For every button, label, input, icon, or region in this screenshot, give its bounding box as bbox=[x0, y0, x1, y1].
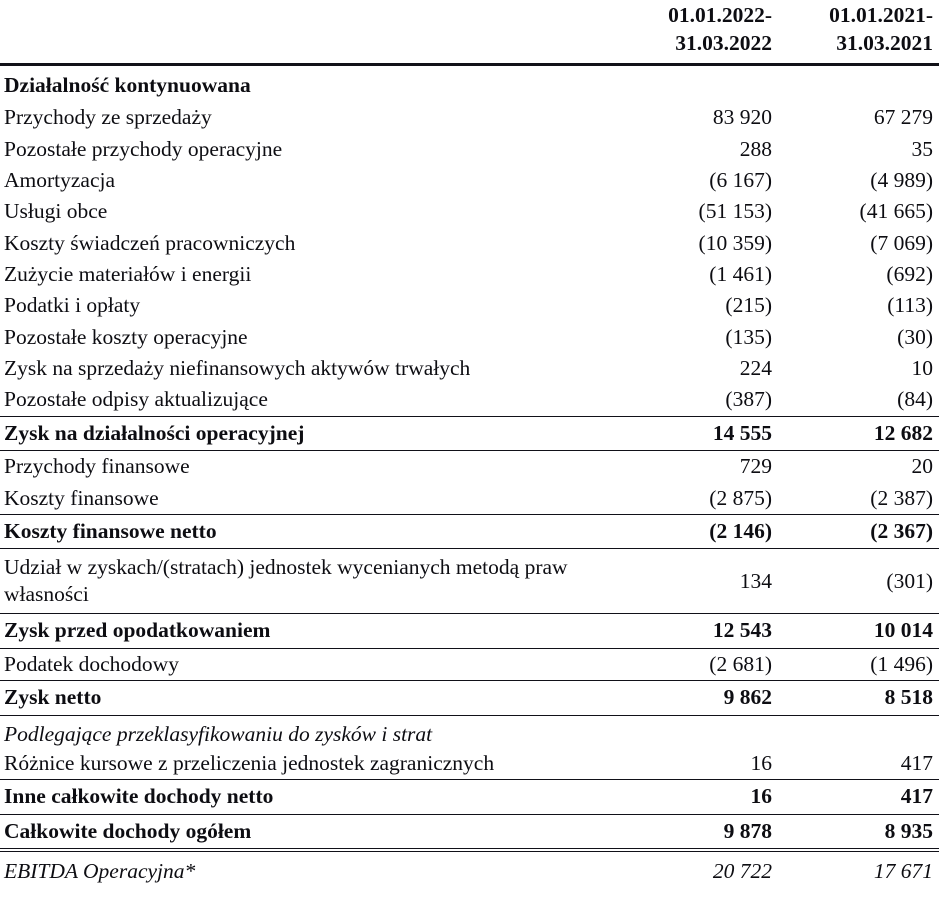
row-label: Pozostałe przychody operacyjne bbox=[4, 136, 283, 161]
header-period-2-line1: 01.01.2021- bbox=[829, 3, 933, 27]
row-label: Różnice kursowe z przeliczenia jednostek zagranicznych bbox=[4, 750, 495, 775]
row-value-period-1: 729 bbox=[739, 454, 772, 479]
row-label: Pozostałe koszty operacyjne bbox=[4, 324, 248, 349]
row-value-period-2: 17 671 bbox=[778, 850, 939, 891]
row-value-period-1: 224 bbox=[739, 356, 772, 381]
row-value-period-1: (2 681) bbox=[709, 651, 772, 676]
row-label: Zysk netto bbox=[0, 681, 617, 715]
table-row bbox=[0, 165, 939, 196]
row-value-period-1: (135) bbox=[725, 324, 772, 349]
row-label: Przychody ze sprzedaży bbox=[4, 105, 212, 130]
row-label: Podatki i opłaty bbox=[4, 293, 141, 318]
row-label: Działalność kontynuowana bbox=[4, 72, 251, 97]
row-label: Zysk na sprzedaży niefinansowych aktywów trwałych bbox=[4, 356, 471, 381]
row-value-period-2: (692) bbox=[886, 262, 933, 287]
row-value-period-1: 16 bbox=[617, 780, 778, 814]
row-value-period-2: (2 367) bbox=[778, 514, 939, 548]
table-row bbox=[0, 384, 939, 416]
row-value-period-2: (84) bbox=[897, 387, 933, 412]
header-label-cell bbox=[0, 0, 617, 64]
row-label: Całkowite dochody ogółem bbox=[0, 814, 617, 850]
row-value-period-1: 9 862 bbox=[617, 681, 778, 715]
row-label: Usługi obce bbox=[4, 199, 108, 224]
row-value-period-1: (215) bbox=[725, 293, 772, 318]
row-value-period-1: 288 bbox=[739, 136, 772, 161]
table-row bbox=[0, 259, 939, 290]
row-value-period-2: 10 014 bbox=[778, 614, 939, 648]
header-period-2 bbox=[778, 0, 939, 64]
table-row bbox=[0, 451, 939, 483]
row-value-period-1 bbox=[617, 715, 778, 748]
row-value-period-2 bbox=[778, 64, 939, 102]
row-value-period-1: (51 153) bbox=[698, 199, 772, 224]
table-row bbox=[0, 614, 939, 648]
table-row bbox=[0, 814, 939, 850]
table-row bbox=[0, 322, 939, 353]
row-label: Inne całkowite dochody netto bbox=[0, 780, 617, 814]
table-row bbox=[0, 134, 939, 165]
table-row bbox=[0, 228, 939, 259]
table-row bbox=[0, 196, 939, 227]
row-label: Koszty świadczeń pracowniczych bbox=[4, 230, 296, 255]
table-header bbox=[0, 0, 939, 64]
table-body bbox=[0, 64, 939, 891]
row-value-period-1: (10 359) bbox=[698, 230, 772, 255]
row-value-period-1: 14 555 bbox=[617, 416, 778, 450]
row-value-period-1: 83 920 bbox=[712, 105, 772, 130]
row-value-period-2: 35 bbox=[911, 136, 933, 161]
row-label: Udział w zyskach/(stratach) jednostek wycenianych metodą praw własności bbox=[4, 555, 568, 607]
table-row bbox=[0, 416, 939, 450]
row-value-period-2: (30) bbox=[897, 324, 933, 349]
table-row bbox=[0, 483, 939, 515]
row-value-period-1: 16 bbox=[750, 750, 772, 775]
header-period-1-line1: 01.01.2022- bbox=[668, 3, 772, 27]
table-row bbox=[0, 353, 939, 384]
row-value-period-2 bbox=[778, 715, 939, 748]
row-value-period-2: 8 935 bbox=[778, 814, 939, 850]
table-row bbox=[0, 514, 939, 548]
table-row bbox=[0, 549, 939, 614]
row-label: Zysk przed opodatkowaniem bbox=[0, 614, 617, 648]
row-label: Amortyzacja bbox=[4, 167, 116, 192]
row-value-period-2: 8 518 bbox=[778, 681, 939, 715]
table-row bbox=[0, 290, 939, 321]
table-row bbox=[0, 102, 939, 133]
row-label: Koszty finansowe bbox=[4, 485, 159, 510]
row-label: Przychody finansowe bbox=[4, 454, 190, 479]
table-row bbox=[0, 681, 939, 715]
row-value-period-2: (4 989) bbox=[870, 167, 933, 192]
header-period-1 bbox=[617, 0, 778, 64]
table-row bbox=[0, 748, 939, 780]
row-label: Zysk na działalności operacyjnej bbox=[0, 416, 617, 450]
row-value-period-2: 10 bbox=[911, 356, 933, 381]
row-label: Podlegające przeklasyfikowaniu do zysków i strat bbox=[4, 721, 433, 746]
row-value-period-1: (1 461) bbox=[709, 262, 772, 287]
row-label: Podatek dochodowy bbox=[4, 651, 179, 676]
row-label: Zużycie materiałów i energii bbox=[4, 262, 252, 287]
row-value-period-2: (113) bbox=[887, 293, 933, 318]
table-row bbox=[0, 850, 939, 891]
row-value-period-2: (1 496) bbox=[870, 651, 933, 676]
row-value-period-1: (387) bbox=[725, 387, 772, 412]
row-value-period-2: 417 bbox=[900, 750, 933, 775]
row-value-period-2: 12 682 bbox=[778, 416, 939, 450]
row-label: EBITDA Operacyjna* bbox=[0, 850, 617, 891]
row-value-period-2: (7 069) bbox=[870, 230, 933, 255]
row-value-period-2: (301) bbox=[886, 568, 933, 593]
header-period-1-line2: 31.03.2022 bbox=[675, 30, 772, 55]
row-value-period-2: 67 279 bbox=[873, 105, 933, 130]
table-row bbox=[0, 780, 939, 814]
row-value-period-1: 20 722 bbox=[617, 850, 778, 891]
row-value-period-1: (2 875) bbox=[709, 485, 772, 510]
row-value-period-2: 20 bbox=[911, 454, 933, 479]
row-label: Koszty finansowe netto bbox=[0, 514, 617, 548]
row-value-period-2: (2 387) bbox=[870, 485, 933, 510]
row-label: Pozostałe odpisy aktualizujące bbox=[4, 387, 268, 412]
table-row bbox=[0, 64, 939, 102]
header-row bbox=[0, 0, 939, 64]
row-value-period-2: (41 665) bbox=[859, 199, 933, 224]
row-value-period-2: 417 bbox=[778, 780, 939, 814]
row-value-period-1: (2 146) bbox=[617, 514, 778, 548]
row-value-period-1: 134 bbox=[739, 568, 772, 593]
row-value-period-1 bbox=[617, 64, 778, 102]
row-value-period-1: 12 543 bbox=[617, 614, 778, 648]
header-period-2-line2: 31.03.2021 bbox=[836, 30, 933, 55]
row-value-period-1: (6 167) bbox=[709, 167, 772, 192]
table-row bbox=[0, 648, 939, 680]
table-row bbox=[0, 715, 939, 748]
row-value-period-1: 9 878 bbox=[617, 814, 778, 850]
